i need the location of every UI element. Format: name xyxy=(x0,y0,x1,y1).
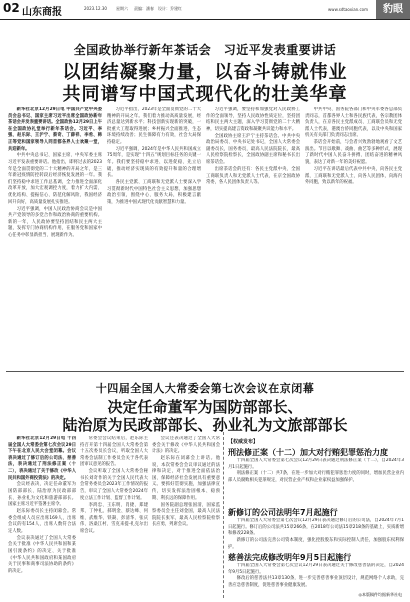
story2-paragraph: 李鸿忠、王东明、肖捷、郑建邦、丁仲礼、郝明金、蔡达峰、何维、武维华、铁凝、彭清华、张庆伟、洛桑江村、雪克来提·扎克尔出席会议。 xyxy=(80,502,148,534)
editor-credit: 责编：潘春 xyxy=(134,6,154,11)
sub-paragraph: 修改后的慈善法共13章130条，进一步完善慈善事业顶层设计，规范网络个人求助，完善应急慈善制度，促进慈善事业健康发展。 xyxy=(228,576,404,589)
story1-paragraph: 中共中央总书记、国家主席、中央军委主席习近平发表重要讲话。他指出，即将过去的2023年是全面贯彻党的二十大精神的开局之年，是三年新冠疫情防控转段后经济恢复发展的一年。我们坚持稳中求进工作总基调，全力推进全面深化改革开放，加大宏观调控力度，着力扩大内需、优化结构、提振信心、防范化解风险，我国经济回升向好，高质量发展扎实推进。 xyxy=(8,153,102,205)
story1-paragraph: 习近平强调，2024年是中华人民共和国成立75周年，是实现“十四五”规划目标任务的关键一年。我们要坚持稳中求进、以进促稳、先立后破，推动经济实现质的有效提升和量的合理增长。 xyxy=(107,146,201,179)
story2-column-1 xyxy=(8,436,76,588)
sub-paragraph: 十四届全国人大常委会第七次会议12月29日表决通过关于修改慈善法的决定，自2024年9月5日起施行。 xyxy=(228,563,404,575)
story1-paragraph: 茶话会开始前，与会者兴致勃勃地观看了文艺演出。节目以歌舞、戏曲、曲艺等多种形式，展现了新时代中国人民奋斗拼搏、团结奋进的精神风貌，表达了对新一年的美好祝愿。 xyxy=(305,140,402,166)
story1-paragraph: 习近平在讲话最后代表中共中央，向各民主党派、工商联和无党派人士，向各人民团体，向海内外同胞，致以新年的祝福。 xyxy=(305,166,402,186)
page-number: 02 xyxy=(3,1,20,15)
story1-paragraph: 习近平强调，要坚持和加强党对人民政协工作的全面领导，坚持人民政协性质定位，坚持团结和民主两大主题，深入学习贯彻党的二十大精神，切实提高建言资政和凝聚共识能力和水平。 xyxy=(206,107,300,132)
story2-paragraph: 赵乐际委员长主持闭幕会。常委会组成人员应出席169人，出席会议的有154人，出席人数符合法定人数。 xyxy=(8,509,76,534)
issue-date: 2023.12.30 xyxy=(84,6,107,11)
designer-credit: 设计：乔建红 xyxy=(158,6,182,11)
story1-headline-line1: 以团结凝聚力量，以奋斗铸就伟业 xyxy=(62,62,348,83)
story1-paragraph: 出席茶话会的还有：各民主党派中央、全国工商联负责人和无党派人士代表，在京全国政协常委，各人民团体负责人等。 xyxy=(206,166,300,186)
subhead-criminal-law-body xyxy=(228,458,404,504)
source-credit: ◎本版稿件均据新华社电 xyxy=(358,592,402,597)
story2-paragraph: 赵乐际在闭幕会上讲话。他说，本次常委会会议审议通过的法律和决定，对于推进全面依法治国、保障经济社会发展具有重要意义。要抓好贯彻实施，加强法律宣传，切实发挥法治固根本、稳预期、利长远的保障作用。 xyxy=(152,456,220,501)
story2-paragraph: 会议听取了全国人大常委会秘书长刘奇作的关于全国人民代表大会常务委员会2023年工作情况的报告，审议了全国人大常委会2024年度立法工作计划、监督工作计划。 xyxy=(80,469,148,501)
subhead-company-law: 新修订的公司法明年7月起施行 xyxy=(228,508,338,517)
sub-paragraph: 刑法修正案（十二）共7条，在进一步加大对行贿犯罪惩治力度的同时，增加民营企业内部人员腐败相关犯罪规定，对民营企业产权和企业家权益加强保护。 xyxy=(228,471,404,484)
story1-paragraph: 习近平强调，中国人民政治协商会议是中国共产党领导的多党合作和政治协商的重要机构。新的一年，人民政协要坚持团结和民主两大主题，发挥专门协商机构作用，在服务党和国家中心任务中彰显新担当、展现新作为。 xyxy=(8,206,102,238)
story2-paragraph: 常委会会议结束后，赵乐际主持召开第十四届全国人大常委会第十五次委员长会议，听取全国人大常委会法制工作委员会关于各代表团审议意见的报告。 xyxy=(80,436,148,468)
story2-column-2 xyxy=(80,436,148,588)
story2-paragraph: 会议表决通过了全国人大常委会关于批准《中华人民共和国和某国引渡条约》的决定、关于批准《中华人民共和国政府和某国政府关于民事和商事司法协助的条约》的决定。 xyxy=(8,535,76,574)
website-url[interactable]: www.sdtaoxian.com xyxy=(328,7,368,12)
story2-paragraph: 会议经表决，决定任命董军为国防部部长、陆治原为民政部部长、孙业礼为文化和旅游部部长。国家主席习近平签署主席令。 xyxy=(8,482,76,508)
story2-paragraph: 新华社北京12月29日电 十四届全国人大常委会第七次会议29日下午在北京人民大会堂闭幕。会议表决通过了修订后的公司法、慈善法，表决通过了刑法修正案（十二），表决通过了关于修改《中华人民共和国外商投资法》的决定。 xyxy=(8,436,76,481)
story1-headline-line2: 共同谱写中国式现代化的壮美华章 xyxy=(62,84,348,105)
story2-column-3 xyxy=(152,436,220,588)
page-header xyxy=(0,0,410,20)
story2-paragraph: 会议还表决通过了全国人大常委会关于修改《中华人民共和国会计法》的决定。 xyxy=(152,436,220,455)
newspaper-name: 山东商报 xyxy=(22,7,62,18)
subhead-criminal-law: 刑法修正案（十二）加大对行贿犯罪惩治力度 xyxy=(228,448,388,457)
section-label: 【权威发布】 xyxy=(228,439,259,445)
subhead-charity-law: 慈善法完成修改明年9月5日起施行 xyxy=(228,553,352,562)
story1-column-2 xyxy=(107,107,201,369)
story1-column-1 xyxy=(8,107,102,369)
sub-paragraph: 十四届全国人大常委会第七次会议12月29日表决通过刑法修正案（十二），自2024年3月1日起施行。 xyxy=(228,458,404,470)
story2-kicker: 十四届全国人大常委会第七次会议在京闭幕 xyxy=(95,382,315,395)
issue-weekday: 星期六 xyxy=(116,6,128,11)
story1-paragraph: 中共中央、国务院各部门和中央军委各总部负责同志，首都各界人士和各民族代表，各宗教团体负责人，在京各民主党派成员、工商联会员和无党派人士代表，港澳台侨同胞代表，以及中央和国家机关有关部门负责同志出席。 xyxy=(305,107,402,139)
column-divider xyxy=(223,432,224,598)
sub-paragraph: 新修订的公司法完善公司资本制度，强化控股股东和实际控制人责任，加强股东权利保护。 xyxy=(228,538,404,550)
story2-paragraph: 国务院副总理张国清，国家监察委员会主任刘金国，最高人民法院院长张军，最高人民检察院检察长应勇，列席会议。 xyxy=(152,502,220,528)
story1-paragraph: 新华社北京12月29日电 中国共产党中央委员会总书记、国家主席习近平出席全国政协新年茶话会并发表重要讲话。全国政协12月29日上午在全国政协礼堂举行新年茶话会。习近平、李强、赵乐际、王沪宁、蔡奇、丁薛祥、李希、韩正等党和国家领导人同首都各界人士欢聚一堂，共迎新年。 xyxy=(8,107,102,152)
story1-paragraph: 各民主党派、工商联和无党派人士要深入学习贯彻新时代中国特色社会主义思想，加强思想政治引领，围绕中心、服务大局，积极建言献策，为推进中国式现代化贡献智慧和力量。 xyxy=(107,180,201,205)
story1-paragraph: 习近平指出，2023年是全面贯彻党的二十大精神的开局之年。我们着力推动高质量发展，经济总量达到新水平；科技创新实现新的突破，一批重大工程取得进展；乡村振兴全面推进，生态环境持续改善；民生保障有力有效，社会大局保持稳定。 xyxy=(107,107,201,145)
story1-paragraph: 全国政协主席王沪宁主持茶话会。中共中央政治局委员、中央书记处书记，全国人大常委会副委员长，国务委员，最高人民法院院长，最高人民检察院检察长，全国政协副主席和秘书长出席茶话会。 xyxy=(206,133,300,166)
story1-column-4 xyxy=(305,107,402,369)
story1-kicker: 全国政协举行新年茶话会 习近平发表重要讲话 xyxy=(73,43,337,57)
story2-headline-line2: 陆治原为民政部部长、孙业礼为文旅部部长 xyxy=(62,416,348,434)
story2-headline-line1: 决定任命董军为国防部部长、 xyxy=(107,398,303,416)
sub-paragraph: 十四届全国人大常委会第七次会议12月29日表决通过修订后的公司法，自2024年7月1日起施行。修订后的公司法共15章266条，在2018年公司法15章218条的基础上，实质新增和修改228条。 xyxy=(228,518,404,537)
story1-column-3 xyxy=(206,107,300,369)
story-divider xyxy=(6,371,404,372)
section-badge: 豹眼 xyxy=(376,0,410,19)
subhead-charity-law-body xyxy=(228,563,404,591)
